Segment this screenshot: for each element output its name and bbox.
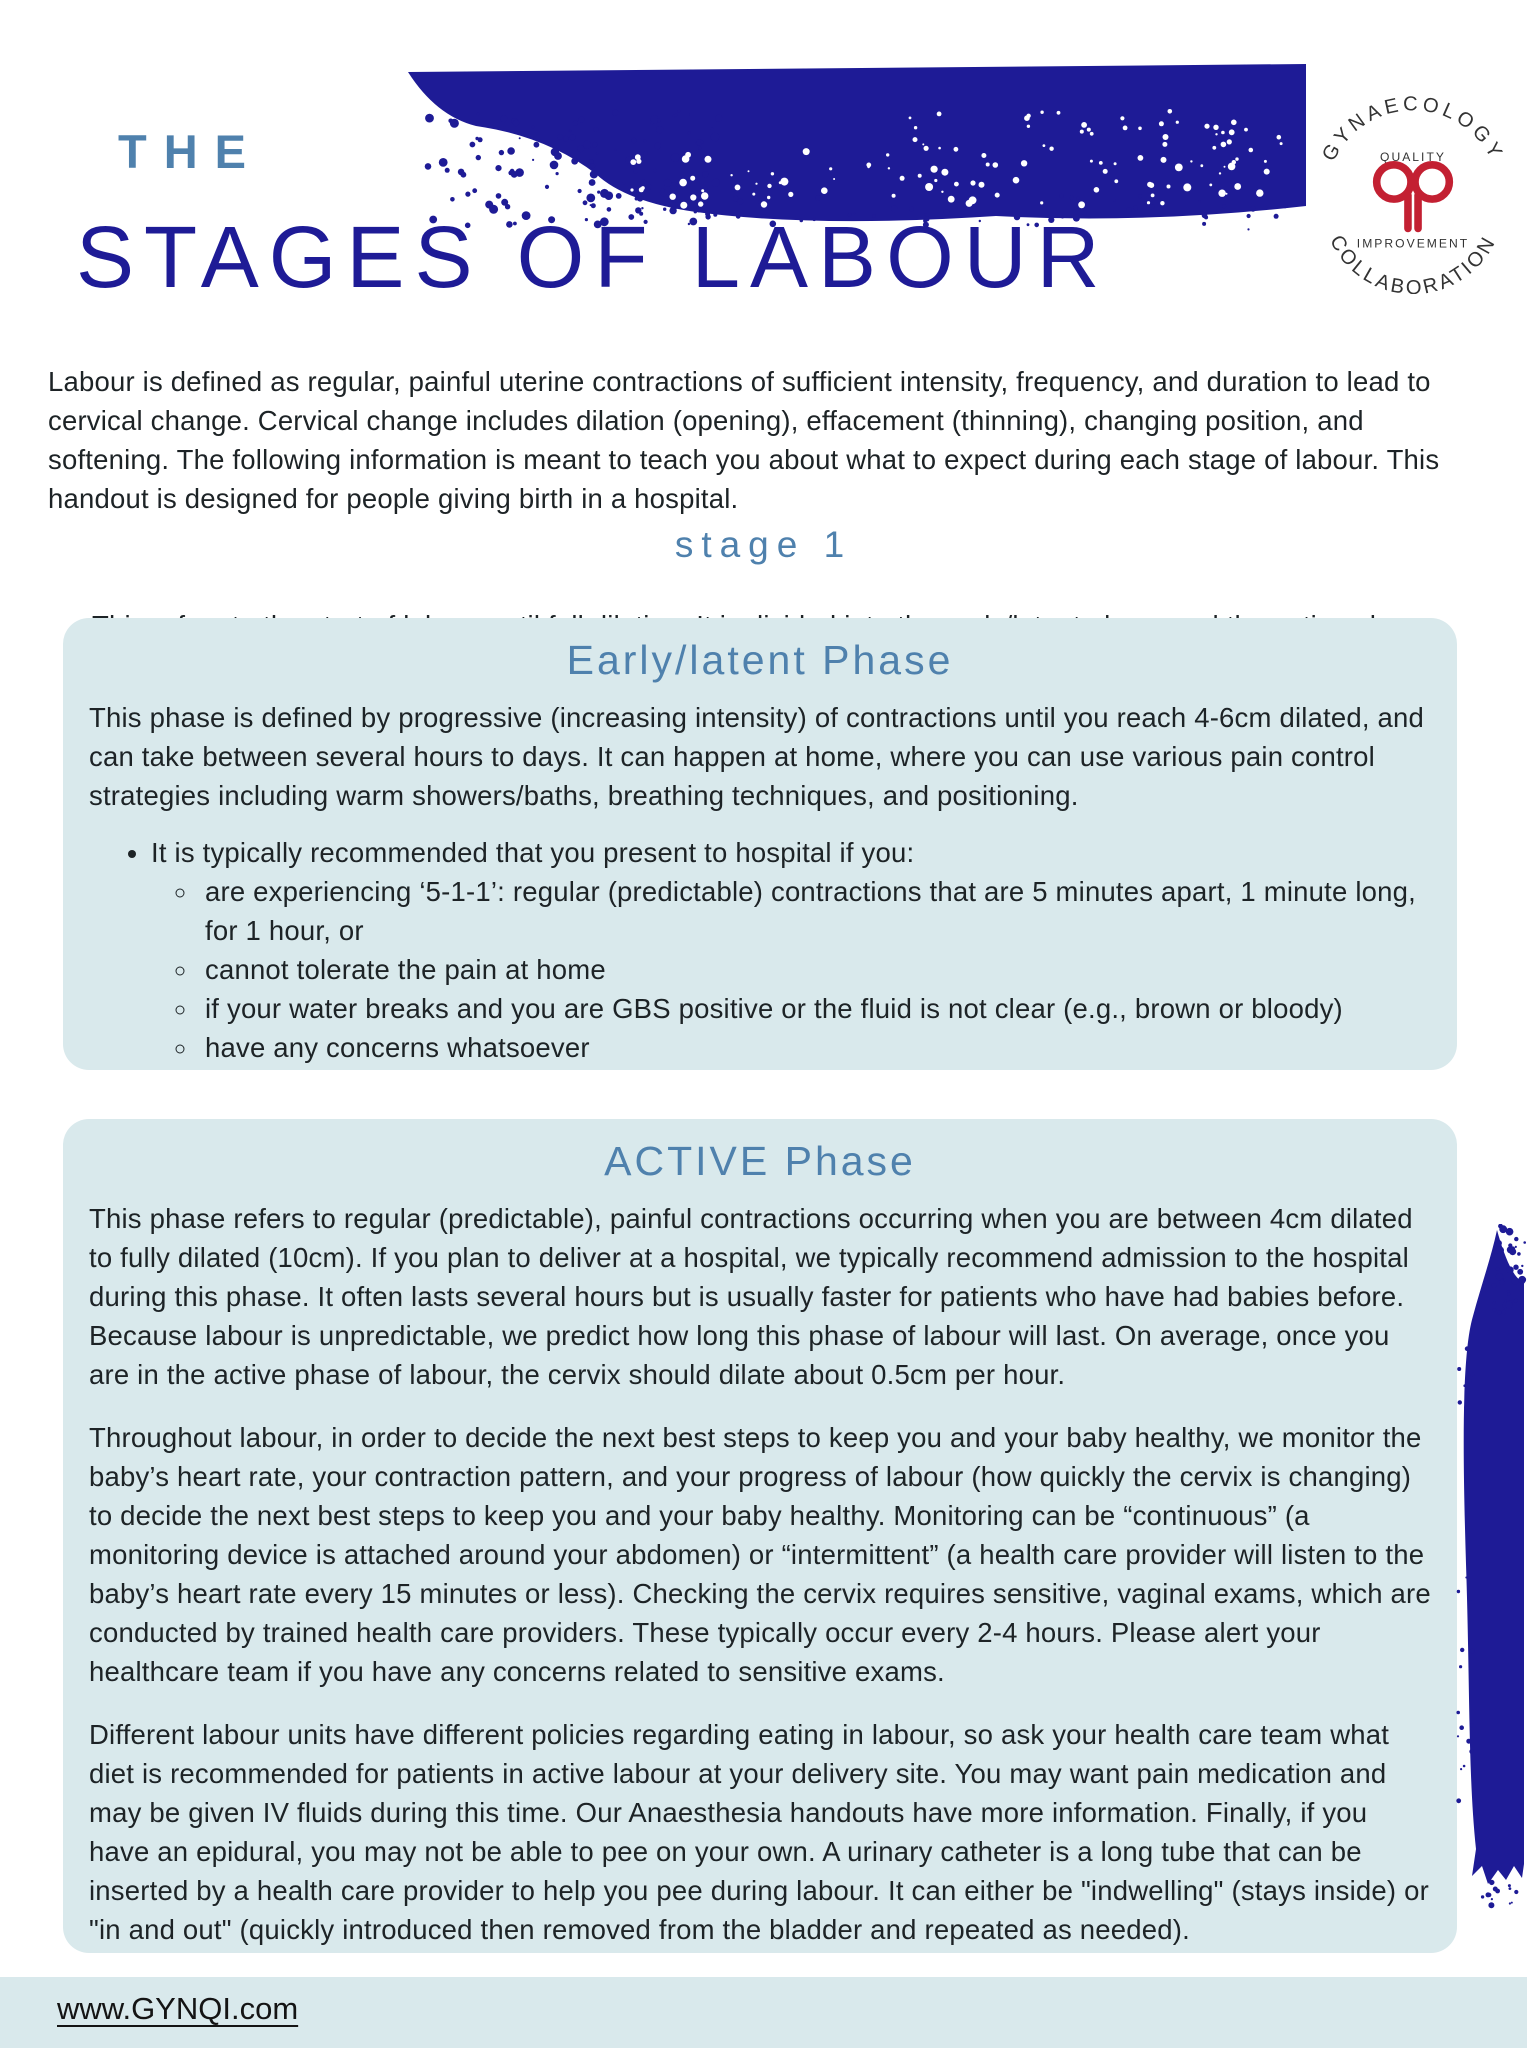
early-phase-heading: Early/latent Phase xyxy=(566,637,954,683)
sub-bullet-item: ◦ cannot tolerate the pain at home xyxy=(199,950,1431,989)
footer-bar xyxy=(0,1977,1527,2048)
uterus-ribbon-icon xyxy=(1377,165,1450,229)
early-phase-paragraph: This phase is defined by progressive (increasing intensity) of contractions until you reach 4-6cm dilated, and can take between several hours to days. It can happen at home, where you can use various pain control strategies including warm showers/baths, breathing techniques, and positioning. xyxy=(89,702,1425,811)
gynqi-logo xyxy=(1306,74,1520,294)
active-phase-paragraph: Throughout labour, in order to decide the next best steps to keep you and your baby healthy, we monitor the baby’s heart rate, your contraction pattern, and your progress of labour (how quickly the cervix is changing) to decide the next best steps to keep you and your baby healthy. Monitoring can be “continuous” (a monitoring device is attached around your abdomen) or “intermittent” (a health care provider will listen to the baby’s heart rate every 15 minutes or less). Checking the cervix requires sensitive, vaginal exams, which are conducted by trained health care providers. These typically occur every 2-4 hours. Please alert your healthcare team if you have any concerns related to sensitive exams. xyxy=(89,1422,1431,1687)
active-phase-paragraph: This phase refers to regular (predictable), painful contractions occurring when you are between 4cm dilated to fully dilated (10cm). If you plan to deliver at a hospital, we typically recommend admission to the hospital during this phase. It often lasts several hours but is usually faster for patients who have had babies before. Because labour is unpredictable, we predict how long this phase of labour will last. On average, once you are in the active phase of labour, the cervix should dilate about 0.5cm per hour. xyxy=(89,1203,1413,1390)
sub-bullet-item: ◦ are experiencing ‘5-1-1’: regular (predictable) contractions that are 5 minutes apart, 1 minute long, for 1 hour, or xyxy=(199,872,1431,950)
page-title: STAGES OF LABOUR xyxy=(76,209,1110,306)
intro-paragraph: Labour is defined as regular, painful uterine contractions of sufficient intensity, frequency, and duration to lead to cervical change. Cervical change includes dilation (opening), effacement (thinning), changing position, and softening. The following information is meant to teach you about what to expect during each stage of labour. This handout is designed for people giving birth in a hospital. xyxy=(48,365,1440,514)
early-latent-phase-panel xyxy=(63,618,1457,1070)
bullet-item-lead xyxy=(151,833,1431,1067)
early-phase-sub-bullet-list xyxy=(151,872,1431,1067)
sub-bullet-item: ◦ have any concerns whatsoever xyxy=(199,1028,1431,1067)
active-phase-panel xyxy=(63,1119,1457,1953)
active-phase-heading: ACTIVE Phase xyxy=(604,1138,916,1184)
logo-improvement-text: IMPROVEMENT xyxy=(1356,236,1470,251)
logo-ring-bottom-text: COLLABORATION xyxy=(1325,231,1501,294)
logo-quality-text: QUALITY xyxy=(1380,149,1446,164)
sub-bullet-item: ◦ if your water breaks and you are GBS positive or the fluid is not clear (e.g., brown or bloody) xyxy=(199,989,1431,1028)
footer-link[interactable]: www.GYNQI.com xyxy=(57,1991,299,2026)
brush-stroke-right xyxy=(1451,1224,1527,1914)
early-phase-bullet-list xyxy=(89,833,1431,1067)
kicker-the: THE xyxy=(118,125,263,178)
bullet-lead-text: It is typically recommended that you present to hospital if you: xyxy=(151,837,915,868)
brush-stroke-right-body xyxy=(1464,1230,1524,1884)
brush-stroke-top-body xyxy=(408,64,1306,221)
stage1-heading: stage 1 xyxy=(674,524,853,565)
active-phase-paragraph: Different labour units have different policies regarding eating in labour, so ask your health care team what diet is recommended for patients in active labour at your delivery site. You may want pain medication and may be given IV fluids during this time. Our Anaesthesia handouts have more information. Finally, if you have an epidural, you may not be able to pee on your own. A urinary catheter is a long tube that can be inserted by a health care provider to help you pee during labour. It can either be "indwelling" (stays inside) or "in and out" (quickly introduced then removed from the bladder and repeated as needed). xyxy=(89,1719,1429,1945)
logo-ring-top-text: GYNAECOLOGY xyxy=(1318,93,1508,165)
